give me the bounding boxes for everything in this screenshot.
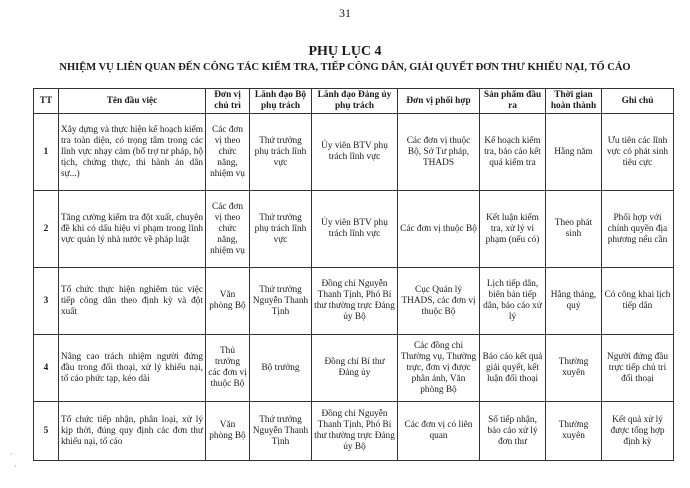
header-coordinating-unit: Đơn vị phối hợp xyxy=(398,89,480,114)
cell-coordinating-unit: Các đơn vị có liên quan xyxy=(398,402,480,461)
cell-deadline: Theo phát sinh xyxy=(546,191,602,268)
cell-coordinating-unit: Cục Quản lý THADS, các đơn vị thuộc Bộ xyxy=(398,268,480,335)
header-task: Tên đầu việc xyxy=(59,89,206,114)
cell-tt: 2 xyxy=(34,191,59,268)
cell-note: Phối hợp với chính quyền địa phương nếu cần xyxy=(602,191,674,268)
cell-output: Sổ tiếp nhận, báo cáo xử lý đơn thư xyxy=(480,402,546,461)
cell-party-leader: Đồng chí Nguyễn Thanh Tịnh, Phó Bí thư thường trực Đảng ủy Bộ xyxy=(312,402,398,461)
table-row xyxy=(34,335,674,402)
header-deadline: Thời gian hoàn thành xyxy=(546,89,602,114)
cell-note: Kết quả xử lý được tổng hợp định kỳ xyxy=(602,402,674,461)
cell-party-leader: Đồng chí Bí thư Đảng ủy xyxy=(312,335,398,402)
page-number: 31 xyxy=(339,6,351,20)
cell-deadline: Thường xuyên xyxy=(546,402,602,461)
cell-output: Kế hoạch kiểm tra, báo cáo kết quả kiểm tra xyxy=(480,114,546,191)
cell-lead-unit: Thủ trưởng các đơn vị thuộc Bộ xyxy=(206,335,250,402)
cell-task: Tổ chức tiếp nhận, phân loại, xử lý kịp thời, đúng quy định các đơn thư khiếu nại, tố cáo xyxy=(59,402,206,461)
header-note: Ghi chú xyxy=(602,89,674,114)
cell-output: Lịch tiếp dân, biên bản tiếp dân, báo cáo xử lý xyxy=(480,268,546,335)
cell-ministry-leader: Thứ trưởng Nguyễn Thanh Tịnh xyxy=(250,402,312,461)
table-row xyxy=(34,402,674,461)
header-tt: TT xyxy=(34,89,59,114)
cell-task: Tổ chức thực hiện nghiêm túc việc tiếp công dân theo định kỳ và đột xuất xyxy=(59,268,206,335)
cell-deadline: Hằng tháng, quý xyxy=(546,268,602,335)
cell-ministry-leader: Thứ trưởng phụ trách lĩnh vực xyxy=(250,191,312,268)
cell-task: Nâng cao trách nhiệm người đứng đầu trong đối thoại, xử lý khiếu nại, tố cáo phức tạp, kéo dài xyxy=(59,335,206,402)
header-ministry-leader: Lãnh đạo Bộ phụ trách xyxy=(250,89,312,114)
cell-ministry-leader: Bộ trưởng xyxy=(250,335,312,402)
cell-note: Người đứng đầu trực tiếp chủ trì đối thoại xyxy=(602,335,674,402)
cell-party-leader: Đồng chí Nguyễn Thanh Tịnh, Phó Bí thư thường trực Đảng ủy Bộ xyxy=(312,268,398,335)
cell-tt: 4 xyxy=(34,335,59,402)
cell-deadline: Hằng năm xyxy=(546,114,602,191)
cell-lead-unit: Các đơn vị theo chức năng, nhiệm vụ xyxy=(206,114,250,191)
task-table xyxy=(33,88,674,461)
cell-tt: 1 xyxy=(34,114,59,191)
cell-tt: 3 xyxy=(34,268,59,335)
cell-note: Có công khai lịch tiếp dân xyxy=(602,268,674,335)
cell-lead-unit: Văn phòng Bộ xyxy=(206,402,250,461)
cell-coordinating-unit: Các đồng chí Thường vụ, Thường trực, đơn vị được phân ảnh, Văn phòng Bộ xyxy=(398,335,480,402)
scan-speck: · xyxy=(10,450,13,459)
table-row xyxy=(34,191,674,268)
cell-note: Ưu tiên các lĩnh vực có phát sinh tiêu cực xyxy=(602,114,674,191)
scan-speck: · xyxy=(14,462,17,471)
cell-output: Kết luận kiểm tra, xử lý vi phạm (nếu có) xyxy=(480,191,546,268)
page-subtitle: NHIỆM VỤ LIÊN QUAN ĐẾN CÔNG TÁC KIỂM TRA, TIẾP CÔNG DÂN, GIẢI QUYẾT ĐƠN THƯ KHIẾU NẠI, TỐ CÁO xyxy=(59,62,631,73)
cell-party-leader: Ủy viên BTV phụ trách lĩnh vực xyxy=(312,191,398,268)
header-party-leader: Lãnh đạo Đảng ủy phụ trách xyxy=(312,89,398,114)
cell-coordinating-unit: Các đơn vị thuộc Bộ xyxy=(398,191,480,268)
cell-lead-unit: Các đơn vị theo chức năng, nhiệm vụ xyxy=(206,191,250,268)
table-row xyxy=(34,114,674,191)
cell-deadline: Thường xuyên xyxy=(546,335,602,402)
table-header-row xyxy=(34,89,674,114)
header-lead-unit: Đơn vị chủ trì xyxy=(206,89,250,114)
header-output: Sản phẩm đầu ra xyxy=(480,89,546,114)
cell-tt: 5 xyxy=(34,402,59,461)
table-row xyxy=(34,268,674,335)
cell-task: Xây dựng và thực hiện kế hoạch kiểm tra toàn diện, có trọng tâm trong các lĩnh vực nhạy cảm (bổ trợ tư pháp, hộ tịch, chứng thực, thi hành án dân sự...) xyxy=(59,114,206,191)
cell-task: Tăng cường kiểm tra đột xuất, chuyên đề khi có dấu hiệu vi phạm trong lĩnh vực quản lý nhà nước về pháp luật xyxy=(59,191,206,268)
page-title: PHỤ LỤC 4 xyxy=(308,44,382,59)
cell-coordinating-unit: Các đơn vị thuộc Bộ, Sở Tư pháp, THADS xyxy=(398,114,480,191)
cell-ministry-leader: Thứ trưởng Nguyễn Thanh Tịnh xyxy=(250,268,312,335)
cell-output: Báo cáo kết quả giải quyết, kết luận đối thoại xyxy=(480,335,546,402)
cell-ministry-leader: Thứ trưởng phụ trách lĩnh vực xyxy=(250,114,312,191)
cell-party-leader: Ủy viên BTV phụ trách lĩnh vực xyxy=(312,114,398,191)
cell-lead-unit: Văn phòng Bộ xyxy=(206,268,250,335)
